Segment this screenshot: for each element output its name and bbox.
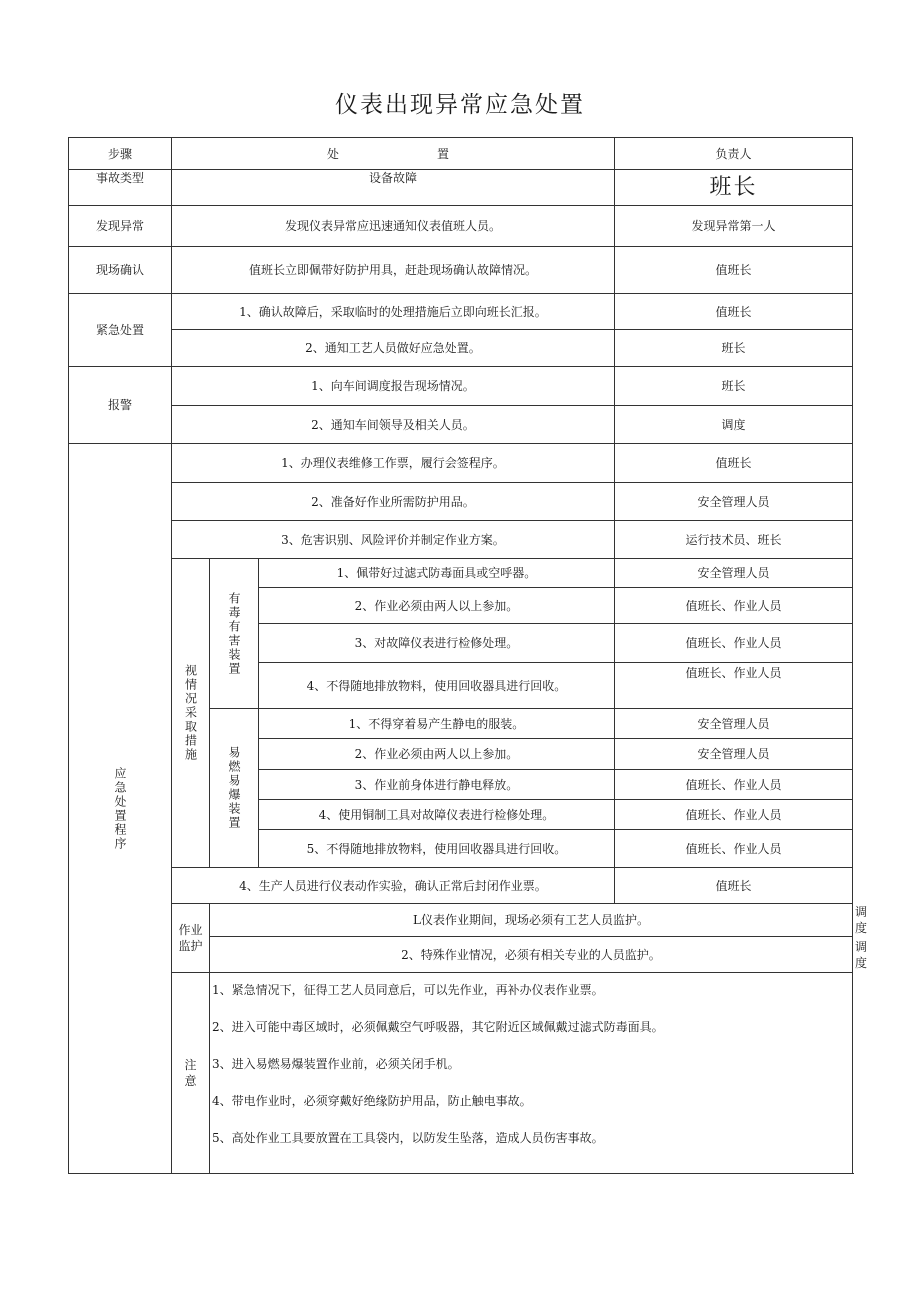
discover-label: 发现异常	[69, 206, 172, 247]
toxic-label	[210, 559, 259, 709]
supervision-row: 2、特殊作业情况，必须有相关专业的人员监护。 调度	[69, 937, 853, 973]
situational-label	[172, 559, 210, 868]
emergency-owner: 值班长	[615, 294, 853, 330]
discover-owner: 发现异常第一人	[615, 206, 853, 247]
flammable-action: 5、不得随地排放物料，使用回收器具进行回收。	[259, 830, 615, 868]
toxic-action: 1、佩带好过滤式防毒面具或空呼器。	[259, 559, 615, 588]
alarm-action: 1、向车间调度报告现场情况。	[172, 367, 615, 406]
flammable-action: 4、使用铜制工具对故障仪表进行检修处理。	[259, 800, 615, 830]
incident-type-row	[69, 170, 853, 206]
incident-type-owner: 班长	[615, 170, 853, 206]
confirm-owner: 值班长	[615, 247, 853, 294]
note-item: 3、进入易燃易爆装置作业前，必须关闭手机。	[212, 1057, 460, 1071]
alarm-row	[69, 406, 853, 444]
procedure-row	[69, 483, 853, 521]
alarm-row	[69, 367, 853, 406]
notes-list	[210, 973, 853, 1174]
procedure-owner: 安全管理人员	[615, 483, 853, 521]
flammable-action: 1、不得穿着易产生静电的服装。	[259, 709, 615, 739]
flammable-action: 3、作业前身体进行静电释放。	[259, 770, 615, 800]
procedure-owner: 运行技术员、班长	[615, 521, 853, 559]
emergency-action: 1、确认故障后，采取临时的处理措施后立即向班长汇报。	[172, 294, 615, 330]
toxic-action: 2、作业必须由两人以上参加。	[259, 588, 615, 624]
header-action: 处 置	[172, 138, 615, 170]
procedure-label	[69, 444, 172, 1174]
procedure-label-text: 应急处置程序	[113, 766, 127, 851]
procedure-final-owner: 值班长	[615, 868, 853, 904]
flammable-owner: 安全管理人员	[615, 709, 853, 739]
incident-type-label: 事故类型	[69, 170, 172, 206]
emergency-action: 2、通知工艺人员做好应急处置。	[172, 330, 615, 367]
procedure-action: 1、办理仪表维修工作票，履行会签程序。	[172, 444, 615, 483]
emergency-row	[69, 294, 853, 330]
flammable-label-text: 易燃易爆装置	[227, 746, 241, 830]
supervision-row: 作业监护 L仪表作业期间，现场必须有工艺人员监护。 调度	[69, 904, 853, 937]
procedure-final-row	[69, 868, 853, 904]
emergency-owner: 班长	[615, 330, 853, 367]
procedure-action: 3、危害识别、风险评价并制定作业方案。	[172, 521, 615, 559]
toxic-label-text: 有毒有害装置	[227, 591, 241, 676]
emergency-label: 紧急处置	[69, 294, 172, 367]
procedure-row	[69, 521, 853, 559]
alarm-label: 报警	[69, 367, 172, 444]
supervision-label: 作业监护	[172, 904, 210, 973]
flammable-action: 2、作业必须由两人以上参加。	[259, 739, 615, 770]
note-item: 5、高处作业工具要放置在工具袋内，以防发生坠落，造成人员伤害事故。	[212, 1131, 604, 1145]
flammable-owner: 值班长、作业人员	[615, 830, 853, 868]
supervision-action: L仪表作业期间，现场必须有工艺人员监护。	[210, 904, 853, 937]
toxic-owner: 值班长、作业人员	[615, 588, 853, 624]
confirm-row	[69, 247, 853, 294]
supervision-action: 2、特殊作业情况，必须有相关专业的人员监护。	[210, 937, 853, 973]
discover-action: 发现仪表异常应迅速通知仪表值班人员。	[172, 206, 615, 247]
toxic-owner: 值班长、作业人员	[615, 624, 853, 663]
procedure-action: 2、准备好作业所需防护用品。	[172, 483, 615, 521]
flammable-label	[210, 709, 259, 868]
note-item: 1、紧急情况下，征得工艺人员同意后，可以先作业，再补办仪表作业票。	[212, 983, 604, 997]
notes-row	[69, 973, 853, 1174]
alarm-action: 2、通知车间领导及相关人员。	[172, 406, 615, 444]
toxic-owner: 安全管理人员	[615, 559, 853, 588]
header-owner: 负责人	[615, 138, 853, 170]
notes-label: 注 意	[172, 973, 210, 1174]
note-item: 4、带电作业时，必须穿戴好绝缘防护用品，防止触电事故。	[212, 1094, 532, 1108]
emergency-procedure-table	[68, 137, 868, 1174]
incident-type-value: 设备故障	[172, 170, 615, 206]
alarm-owner: 班长	[615, 367, 853, 406]
toxic-row	[69, 559, 853, 588]
header-step: 步骤	[69, 138, 172, 170]
situational-label-text: 视情况采取措施	[183, 664, 198, 762]
procedure-owner: 值班长	[615, 444, 853, 483]
page-title: 仪表出现异常应急处置	[335, 92, 585, 118]
flammable-owner: 值班长、作业人员	[615, 800, 853, 830]
alarm-owner: 调度	[615, 406, 853, 444]
toxic-action: 3、对故障仪表进行检修处理。	[259, 624, 615, 663]
flammable-owner: 值班长、作业人员	[615, 770, 853, 800]
table-header-row	[69, 138, 853, 170]
confirm-label: 现场确认	[69, 247, 172, 294]
flammable-owner: 安全管理人员	[615, 739, 853, 770]
procedure-row	[69, 444, 853, 483]
toxic-action: 4、不得随地排放物料，使用回收器具进行回收。	[259, 663, 615, 709]
emergency-row	[69, 330, 853, 367]
procedure-final-action: 4、生产人员进行仪表动作实验，确认正常后封闭作业票。	[172, 868, 615, 904]
discover-row	[69, 206, 853, 247]
note-item: 2、进入可能中毒区域时，必须佩戴空气呼吸器，其它附近区域佩戴过滤式防毒面具。	[212, 1020, 664, 1034]
toxic-owner: 值班长、作业人员	[615, 663, 853, 709]
confirm-action: 值班长立即佩带好防护用具，赶赴现场确认故障情况。	[172, 247, 615, 294]
